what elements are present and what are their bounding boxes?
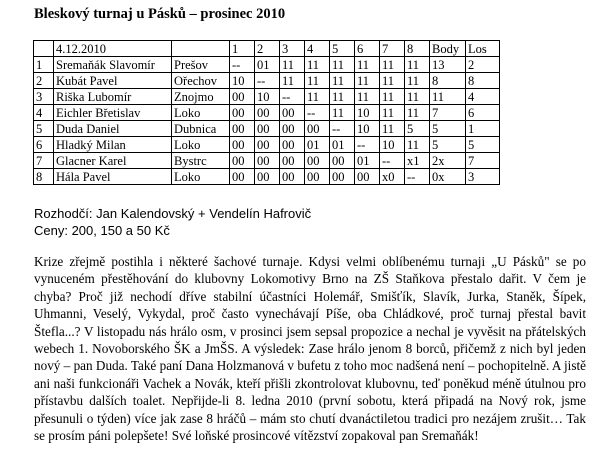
result-cell: 00: [255, 137, 280, 153]
club-cell: Dubnica: [172, 121, 230, 137]
result-cell: 00: [280, 105, 305, 121]
club-cell: Loko: [172, 169, 230, 185]
rank-cell: 4: [34, 105, 54, 121]
result-cell: --: [405, 169, 430, 185]
header-cell: Body: [430, 41, 466, 57]
result-cell: 11: [405, 57, 430, 73]
rank-cell: 7: [34, 153, 54, 169]
result-cell: 00: [255, 169, 280, 185]
rank-cell: 8: [34, 169, 54, 185]
header-cell: 4.12.2010: [54, 41, 172, 57]
document-title: Bleskový turnaj u Pásků – prosinec 2010: [34, 6, 286, 22]
table-row: [34, 57, 500, 73]
result-cell: 00: [255, 105, 280, 121]
result-cell: 11: [405, 89, 430, 105]
result-cell: 10: [355, 105, 380, 121]
result-cell: --: [280, 89, 305, 105]
header-cell: 6: [355, 41, 380, 57]
results-table: [33, 40, 500, 185]
result-cell: 13: [430, 57, 466, 73]
result-cell: 11: [355, 57, 380, 73]
header-cell: 7: [380, 41, 405, 57]
result-cell: 01: [305, 137, 330, 153]
club-cell: Ořechov: [172, 73, 230, 89]
result-cell: 00: [280, 137, 305, 153]
result-cell: 00: [330, 153, 355, 169]
rank-cell: 6: [34, 137, 54, 153]
result-cell: 2x: [430, 153, 466, 169]
result-cell: 00: [230, 137, 255, 153]
result-cell: 01: [355, 153, 380, 169]
club-cell: Prešov: [172, 57, 230, 73]
result-cell: 11: [330, 105, 355, 121]
rank-cell: 5: [34, 121, 54, 137]
rank-cell: 1: [34, 57, 54, 73]
result-cell: 00: [230, 121, 255, 137]
result-cell: 8: [466, 73, 500, 89]
table-row: [34, 169, 500, 185]
result-cell: 11: [330, 89, 355, 105]
result-cell: 00: [305, 121, 330, 137]
result-cell: 5: [430, 137, 466, 153]
header-cell: Los: [466, 41, 500, 57]
player-name-cell: Duda Daniel: [54, 121, 172, 137]
rank-cell: 2: [34, 73, 54, 89]
result-cell: 6: [466, 105, 500, 121]
result-cell: 11: [430, 89, 466, 105]
result-cell: --: [230, 57, 255, 73]
result-cell: x0: [380, 169, 405, 185]
player-name-cell: Sremaňák Slavomír: [54, 57, 172, 73]
result-cell: 00: [280, 169, 305, 185]
table-row: [34, 105, 500, 121]
prizes-line: Ceny: 200, 150 a 50 Kč: [34, 223, 170, 238]
result-cell: 8: [430, 73, 466, 89]
result-cell: x1: [405, 153, 430, 169]
header-cell: 8: [405, 41, 430, 57]
result-cell: 5: [405, 121, 430, 137]
result-cell: 00: [230, 153, 255, 169]
result-cell: 10: [355, 121, 380, 137]
rank-cell: 3: [34, 89, 54, 105]
result-cell: 00: [255, 153, 280, 169]
result-cell: 11: [380, 105, 405, 121]
result-cell: 5: [466, 137, 500, 153]
table-row: [34, 153, 500, 169]
header-cell: 1: [230, 41, 255, 57]
result-cell: --: [255, 73, 280, 89]
table-row: [34, 121, 500, 137]
table-row: [34, 89, 500, 105]
result-cell: 2: [466, 57, 500, 73]
result-cell: 01: [330, 137, 355, 153]
result-cell: 11: [355, 73, 380, 89]
result-cell: 00: [305, 169, 330, 185]
player-name-cell: Riška Lubomír: [54, 89, 172, 105]
club-cell: Bystrc: [172, 153, 230, 169]
result-cell: 11: [305, 89, 330, 105]
header-cell: 4: [305, 41, 330, 57]
header-cell: [34, 41, 54, 57]
player-name-cell: Eichler Břetislav: [54, 105, 172, 121]
result-cell: 11: [380, 73, 405, 89]
result-cell: 11: [330, 73, 355, 89]
result-cell: --: [380, 153, 405, 169]
result-cell: 10: [380, 137, 405, 153]
result-cell: 11: [280, 73, 305, 89]
referees-line: Rozhodčí: Jan Kalendovský + Vendelín Hafrovič: [34, 206, 312, 221]
result-cell: 3: [466, 169, 500, 185]
result-cell: --: [330, 121, 355, 137]
table-header-row: [34, 41, 500, 57]
result-cell: 00: [330, 169, 355, 185]
result-cell: 00: [280, 153, 305, 169]
player-name-cell: Kubát Pavel: [54, 73, 172, 89]
result-cell: 11: [355, 89, 380, 105]
result-cell: 7: [430, 105, 466, 121]
result-cell: 0x: [430, 169, 466, 185]
player-name-cell: Glacner Karel: [54, 153, 172, 169]
result-cell: 00: [305, 153, 330, 169]
result-cell: 11: [380, 89, 405, 105]
result-cell: 00: [255, 121, 280, 137]
result-cell: 00: [230, 169, 255, 185]
result-cell: 11: [305, 57, 330, 73]
header-cell: 2: [255, 41, 280, 57]
result-cell: 11: [405, 73, 430, 89]
result-cell: 7: [466, 153, 500, 169]
player-name-cell: Hála Pavel: [54, 169, 172, 185]
result-cell: 00: [280, 121, 305, 137]
result-cell: 5: [430, 121, 466, 137]
result-cell: 01: [255, 57, 280, 73]
result-cell: 00: [355, 169, 380, 185]
result-cell: 11: [380, 121, 405, 137]
result-cell: 11: [405, 105, 430, 121]
header-cell: [172, 41, 230, 57]
player-name-cell: Hladký Milan: [54, 137, 172, 153]
club-cell: Loko: [172, 105, 230, 121]
club-cell: Loko: [172, 137, 230, 153]
result-cell: 11: [305, 73, 330, 89]
result-cell: 11: [330, 57, 355, 73]
result-cell: 10: [230, 73, 255, 89]
report-paragraph: Krize zřejmě postihla i některé šachové turnaje. Kdysi velmi oblíbenému turnaji „U Pásků" se po vynuceném přestěhování do klubovny Lokomotivy Brno na ZŠ Staňkova přestalo dařit. V čem je chyba? Proč již nechodí dříve stabilní účastníci Holemář, Smišťík, Slavík, Jurka, Staněk, Šípek, Uhmanni, Veselý, Vykydal, proč často vynechávají Píše, oba Chládkové, proč turnaj přestal bavit Štefla...? V listopadu nás hrálo osm, v prosinci jsem sepsal propozice a nechal je vyvěsit na přátelských webech 1. Novoborského ŠK a JmŠS. A výsledek: Zase hrálo jenom 8 borců, přičemž z nich byl jeden nový – pan Duda. Také paní Dana Holzmanová v bufetu z toho moc nadšená není – pochopitelně. A jistě ani naši funkcionáři Vachek a Novák, kteří přišli zkontrolovat klubovnu, teď poněkud méně útulnou pro přístavbu dalších toalet. Nepřijde-li 8. ledna 2010 (první sobotu, která připadá na Nový rok, jsme přesunuli o týden) více jak zase 8 hráčů – mám sto chutí dvanáctiletou tradici pro nezájem zrušit… Tak se prosím páni polepšete! Své loňské prosincové vítězství zopakoval pan Sremaňák!: [34, 254, 586, 444]
result-cell: 00: [230, 105, 255, 121]
result-cell: 11: [405, 137, 430, 153]
table-row: [34, 137, 500, 153]
result-cell: --: [305, 105, 330, 121]
result-cell: 4: [466, 89, 500, 105]
header-cell: 5: [330, 41, 355, 57]
result-cell: 11: [280, 57, 305, 73]
result-cell: --: [355, 137, 380, 153]
table-row: [34, 73, 500, 89]
result-cell: 10: [255, 89, 280, 105]
club-cell: Znojmo: [172, 89, 230, 105]
result-cell: 11: [380, 57, 405, 73]
result-cell: 1: [466, 121, 500, 137]
result-cell: 00: [230, 89, 255, 105]
header-cell: 3: [280, 41, 305, 57]
